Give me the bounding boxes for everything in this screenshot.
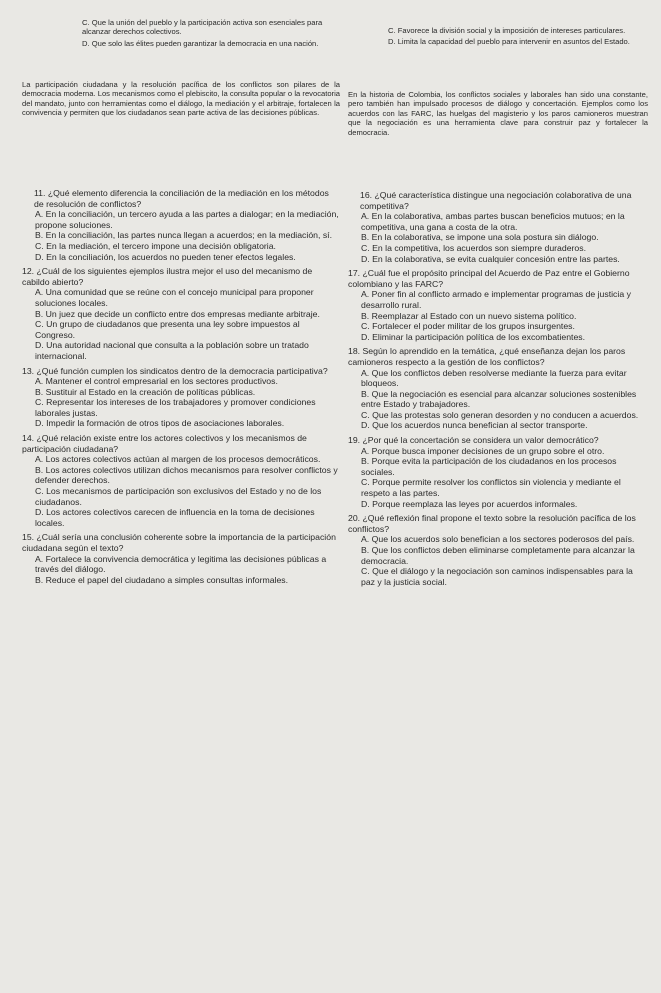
question-text: 18. Según lo aprendido en la temática, ¿qué enseñanza dejan los paros camioneros respecto a la gestión de los conflictos?	[348, 346, 626, 367]
option-a[interactable]: A. Mantener el control empresarial en los sectores productivos.	[35, 376, 278, 387]
questions-left	[22, 188, 340, 585]
option-c[interactable]: C. En la mediación, el tercero impone una decisión obligatoria.	[35, 240, 276, 251]
option-b[interactable]: B. Reemplazar al Estado con un nuevo sistema político.	[361, 310, 577, 321]
option-b[interactable]: B. Reduce el papel del ciudadano a simples consultas informales.	[35, 574, 289, 585]
option-c[interactable]: C. Representar los intereses de los trabajadores y promover condiciones laborales justas.	[35, 397, 316, 418]
option-b[interactable]: B. Sustituir al Estado en la creación de políticas públicas.	[35, 386, 256, 397]
option-c: C. Que la unión del pueblo y la participación activa son esenciales para alcanzar derechos colectivos.	[82, 18, 323, 37]
option-b[interactable]: B. Porque evita la participación de los ciudadanos en los procesos sociales.	[361, 456, 617, 477]
option-c[interactable]: C. Los mecanismos de participación son exclusivos del Estado y no de los ciudadanos.	[35, 486, 322, 507]
question-12	[22, 266, 340, 361]
question-18	[348, 346, 648, 431]
option-a[interactable]: A. Porque busca imponer decisiones de un grupo sobre el otro.	[361, 445, 605, 456]
option-c: C. Favorece la división social y la imposición de intereses particulares.	[388, 26, 626, 35]
question-text: 16. ¿Qué característica distingue una negociación colaborativa de una competitiva?	[360, 190, 632, 211]
question-13	[22, 366, 340, 430]
option-b[interactable]: B. Los actores colectivos utilizan dichos mecanismos para resolver conflictos y defender derechos.	[35, 464, 338, 486]
option-c[interactable]: C. Porque permite resolver los conflictos sin violencia y mediante el respeto a las partes.	[361, 477, 621, 499]
option-d: D. Que solo las élites pueden garantizar la democracia en una nación.	[82, 38, 319, 48]
question-11	[22, 188, 340, 262]
option-d[interactable]: D. Que los acuerdos nunca benefician al sector transporte.	[361, 420, 588, 431]
question-text: 17. ¿Cuál fue el propósito principal del Acuerdo de Paz entre el Gobierno colombiano y las FARC?	[348, 268, 630, 289]
intro-paragraph-left: La participación ciudadana y la resolución pacífica de los conflictos son pilares de la democracia moderna. Los mecanismos como el plebiscito, la consulta popular o la revocatoria del mandato, junto con herramientas como el diálogo, la mediación y el arbitraje, fortalecen la convivencia y permiten que los ciudadanos sean parte activa de las decisiones públicas.	[22, 80, 340, 118]
question-17	[348, 268, 648, 342]
option-a[interactable]: A. Una comunidad que se reúne con el concejo municipal para proponer soluciones locales.	[35, 287, 314, 308]
option-d[interactable]: D. En la colaborativa, se evita cualquier concesión entre las partes.	[361, 253, 620, 264]
option-b[interactable]: B. Que los conflictos deben eliminarse completamente para alcanzar la democracia.	[361, 545, 635, 566]
option-d[interactable]: D. Eliminar la participación política de los excombatientes.	[361, 331, 586, 342]
option-a[interactable]: A. En la conciliación, un tercero ayuda a las partes a dialogar; en la mediación, propone soluciones.	[35, 209, 339, 230]
option-d[interactable]: D. Los actores colectivos carecen de influencia en la toma de decisiones locales.	[35, 507, 315, 528]
option-b[interactable]: B. Un juez que decide un conflicto entre dos empresas mediante arbitraje.	[35, 308, 320, 319]
question-text: 19. ¿Por qué la concertación se considera un valor democrático?	[348, 435, 599, 446]
option-d: D. Limita la capacidad del pueblo para intervenir en asuntos del Estado.	[388, 37, 630, 47]
option-a[interactable]: A. En la colaborativa, ambas partes buscan beneficios mutuos; en la competitiva, una gana a costa de la otra.	[361, 211, 625, 232]
option-b[interactable]: B. En la conciliación, las partes nunca llegan a acuerdos; en la mediación, sí.	[35, 230, 332, 241]
question-15	[22, 532, 340, 585]
question-20	[348, 513, 648, 587]
option-a[interactable]: A. Que los conflictos deben resolverse mediante la fuerza para evitar bloqueos.	[361, 367, 627, 389]
question-text: 14. ¿Qué relación existe entre los actores colectivos y los mecanismos de participación ciudadana?	[22, 433, 307, 454]
option-d[interactable]: D. Porque reemplaza las leyes por acuerdos informales.	[361, 498, 578, 509]
option-c[interactable]: C. Que las protestas solo generan desorden y no conducen a acuerdos.	[361, 409, 639, 420]
option-c[interactable]: C. En la competitiva, los acuerdos son siempre duraderos.	[361, 242, 587, 253]
question-14	[22, 433, 340, 528]
intro-paragraph-right: En la historia de Colombia, los conflictos sociales y laborales han sido una constante, pero también han impulsado procesos de diálogo y concertación. Ejemplos como los acuerdos con las FARC, las huelgas del magisterio y los paros camioneros muestran que la negociación es una herramienta clave para construir paz y fortalecer la democracia.	[348, 90, 648, 137]
option-a[interactable]: A. Poner fin al conflicto armado e implementar programas de justicia y desarrollo rural.	[361, 289, 631, 310]
question-text: 11. ¿Qué elemento diferencia la conciliación de la mediación en los métodos de resolución de conflictos?	[34, 188, 329, 209]
top-left-options	[82, 18, 332, 48]
question-text: 15. ¿Cuál sería una conclusión coherente sobre la importancia de la participación ciudadana según el texto?	[22, 532, 336, 553]
option-c[interactable]: C. Un grupo de ciudadanos que presenta una ley sobre impuestos al Congreso.	[35, 319, 300, 340]
option-c[interactable]: C. Fortalecer el poder militar de los grupos insurgentes.	[361, 321, 575, 332]
option-b[interactable]: B. En la colaborativa, se impone una sola postura sin diálogo.	[361, 232, 599, 243]
option-d[interactable]: D. En la conciliación, los acuerdos no pueden tener efectos legales.	[35, 251, 296, 262]
option-a[interactable]: A. Fortalece la convivencia democrática y legitima las decisiones públicas a través del diálogo.	[35, 553, 327, 575]
question-text: 12. ¿Cuál de los siguientes ejemplos ilustra mejor el uso del mecanismo de cabildo abierto?	[22, 266, 313, 287]
option-d[interactable]: D. Impedir la formación de otros tipos de asociaciones laborales.	[35, 418, 285, 429]
option-a[interactable]: A. Que los acuerdos solo benefician a los sectores poderosos del país.	[361, 534, 635, 545]
question-16	[348, 190, 648, 264]
option-d[interactable]: D. Una autoridad nacional que consulta a la población sobre un tratado internacional.	[35, 340, 309, 361]
questions-right	[348, 190, 648, 587]
top-right-options	[388, 26, 648, 47]
question-19	[348, 435, 648, 509]
question-text: 20. ¿Qué reflexión final propone el texto sobre la resolución pacífica de los conflictos?	[348, 513, 636, 534]
option-a[interactable]: A. Los actores colectivos actúan al margen de los procesos democráticos.	[35, 454, 321, 465]
option-c[interactable]: C. Que el diálogo y la negociación son caminos indispensables para la paz y la justicia social.	[361, 566, 633, 587]
option-b[interactable]: B. Que la negociación es esencial para alcanzar soluciones sostenibles entre Estado y trabajadores.	[361, 388, 637, 410]
question-text: 13. ¿Qué función cumplen los sindicatos dentro de la democracia participativa?	[22, 365, 328, 376]
